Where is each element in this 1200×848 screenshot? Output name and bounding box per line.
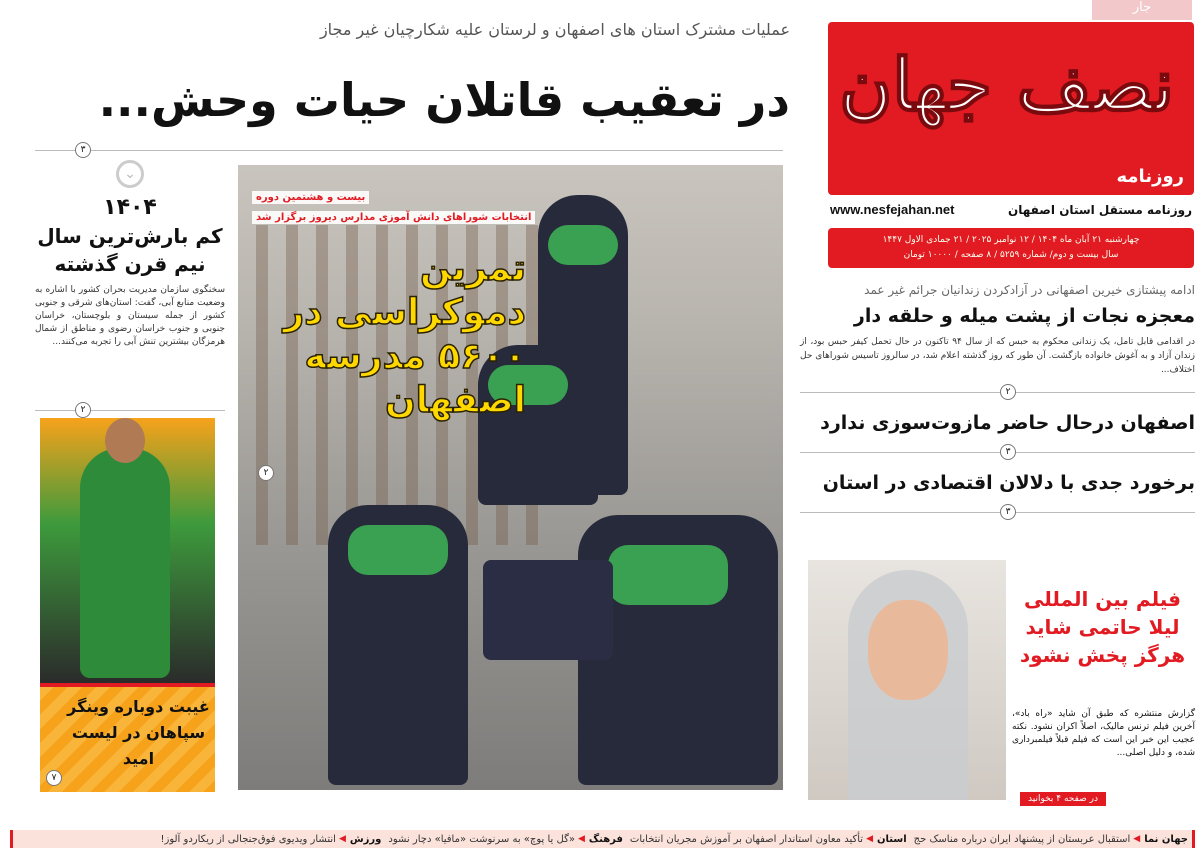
actress-photo — [808, 560, 1006, 800]
ticker-category[interactable]: استان — [877, 833, 907, 845]
date-line: چهارشنبه ۲۱ آبان ماه ۱۴۰۴ / ۱۲ نوامبر ۲۰۲۵ / ۲۱ جمادی الاول ۱۴۴۷ — [882, 235, 1140, 245]
photo-label-2: انتخابات شوراهای دانش آموزی مدارس دیروز برگزار شد — [252, 211, 535, 224]
divider — [35, 150, 783, 151]
page-ref: ۳ — [75, 142, 91, 158]
rain-headline: کم بارش‌ترین سال نیم قرن گذشته — [37, 224, 223, 276]
tagline: روزنامه مستقل استان اصفهان — [1008, 203, 1192, 217]
arrow-icon: ◀ — [338, 834, 346, 844]
story-1-kicker: ادامه پیشتازی خیرین اصفهانی در آزادکردن زندانیان جرائم غیر عمد — [864, 283, 1195, 297]
news-ticker — [10, 830, 1195, 848]
story-1-body: در اقدامی قابل تامل، یک زندانی محکوم به حبس که از سال ۹۴ تاکنون در حال تحمل کیفر حبس بود، از زندان آزاد و به آغوش خانواده بازگشت. آن طور که روز گذشته اعلام شد، در سالروز تاسیس شوراهای حل اختلاف... — [800, 337, 1195, 375]
ticker-category[interactable]: ورزش — [349, 833, 382, 845]
page-ref: ۲ — [258, 465, 274, 481]
page-ref: ۷ — [46, 770, 62, 786]
logo-name: نصف جهان — [839, 42, 1174, 127]
date-bar — [828, 228, 1194, 268]
watermark: جار — [1092, 0, 1192, 20]
arrow-icon: ◀ — [577, 834, 585, 844]
sport-headline: غیبت دوباره وینگر سپاهان در لیست امید — [67, 697, 210, 768]
rain-year: ۱۴۰۴ — [103, 195, 157, 220]
story-2-headline[interactable]: اصفهان درحال حاضر مازوت‌سوزی ندارد — [820, 412, 1195, 434]
read-more-link[interactable]: در صفحه ۴ بخوانید — [1020, 792, 1106, 806]
page-ref: ۳ — [1000, 504, 1016, 520]
rain-body: سخنگوی سازمان مدیریت بحران کشور با اشاره به وضعیت منابع آبی، گفت: استان‌های شرقی و جنوبی کشور از جمله سیستان و بلوچستان، خراسان جنوبی و جنوب خراسان رضوی و مناطق از شمال هرمزگان بیشترین تنش آبی را تجربه می‌کنند... — [35, 285, 225, 347]
arrow-icon: ◀ — [866, 834, 873, 844]
ticker-item[interactable]: استقبال عربستان از پیشنهاد ایران درباره مناسک حج — [913, 833, 1131, 845]
rain-story[interactable] — [35, 160, 225, 349]
ticker-item[interactable]: تأکید معاون استاندار اصفهان بر آموزش مجریان انتخابات — [629, 833, 864, 845]
chair — [483, 560, 613, 660]
website-link[interactable]: www.nesfejahan.net — [830, 202, 955, 217]
photo-label-1: بیست و هشتمین دوره — [252, 191, 369, 204]
ticker-item[interactable]: «گل یا پوچ» به سرنوشت «مافیا» دچار نشود — [388, 833, 575, 845]
lead-kicker: عملیات مشترک استان های اصفهان و لرستان علیه شکارچیان غیر مجاز — [319, 20, 790, 39]
film-headline[interactable]: فیلم بین المللی لیلا حاتمی شاید هرگز پخش نشود — [1019, 587, 1186, 667]
story-3-headline[interactable]: برخورد جدی با دلالان اقتصادی در استان — [822, 472, 1195, 494]
right-column — [800, 283, 1195, 523]
story-1[interactable] — [800, 283, 1195, 377]
film-body: گزارش منتشره که طبق آن شاید «راه باد»، آخرین فیلم ترنس مالیک، اصلاً اکران نشود. نکته عجیب این خبر این است که فیلم قبلاً فیلمبرداری شده، و دلیل اصلی... — [1012, 709, 1195, 758]
rain-gauge-icon: ⌄ — [116, 160, 144, 188]
issue-line: سال بیست و دوم/ شماره ۵۲۵۹ / ۸ صفحه / ۱۰۰۰۰ تومان — [903, 250, 1119, 260]
story-1-headline: معجزه نجات از پشت میله و حلقه دار — [853, 305, 1195, 327]
arrow-icon: ◀ — [1133, 834, 1141, 844]
divider — [35, 410, 225, 411]
masthead-logo — [828, 22, 1194, 195]
page-ref: ۲ — [1000, 384, 1016, 400]
player-photo — [40, 418, 215, 683]
ticker-category[interactable]: فرهنگ — [588, 833, 623, 845]
logo-prefix: روزنامه — [1116, 166, 1184, 187]
page-ref: ۲ — [75, 402, 91, 418]
photo-headline: تمرین دموکراسی در ۵۶۰۰ مدرسه اصفهان — [283, 248, 526, 421]
ticker-category[interactable]: جهان نما — [1144, 833, 1188, 845]
ticker-item[interactable]: انتشار ویدیوی فوق‌جنجالی از ریکاردو آلوز! — [160, 833, 336, 845]
sport-story[interactable] — [40, 418, 215, 792]
lead-headline[interactable]: در تعقیب قاتلان حیات وحش... — [98, 73, 790, 127]
main-photo-story[interactable] — [238, 165, 783, 790]
page-ref: ۳ — [1000, 444, 1016, 460]
